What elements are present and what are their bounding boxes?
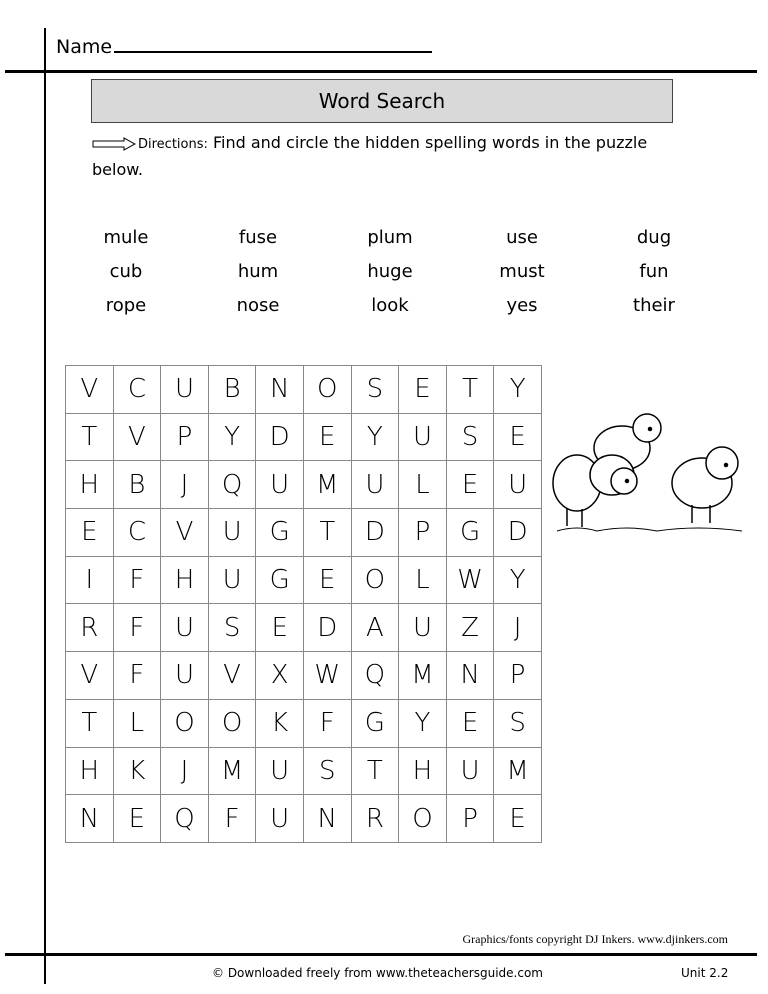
grid-cell[interactable]: O xyxy=(161,700,209,748)
word-list-item: huge xyxy=(367,261,413,282)
grid-cell[interactable]: F xyxy=(114,652,162,700)
grid-cell[interactable]: H xyxy=(161,557,209,605)
word-list xyxy=(60,227,720,316)
grid-cell[interactable]: S xyxy=(494,700,542,748)
grid-cell[interactable]: D xyxy=(304,604,352,652)
grid-cell[interactable]: D xyxy=(494,509,542,557)
grid-cell[interactable]: M xyxy=(209,748,257,796)
word-list-item: yes xyxy=(506,295,538,316)
margin-line xyxy=(44,28,46,984)
grid-cell[interactable]: E xyxy=(114,795,162,843)
grid-cell[interactable]: J xyxy=(161,748,209,796)
word-list-item: rope xyxy=(105,295,147,316)
grid-cell[interactable]: O xyxy=(352,557,400,605)
grid-cell[interactable]: E xyxy=(304,414,352,462)
grid-cell[interactable]: G xyxy=(447,509,495,557)
grid-cell[interactable]: U xyxy=(209,509,257,557)
grid-cell[interactable]: K xyxy=(114,748,162,796)
copyright-text: Graphics/fonts copyright DJ Inkers. www.djinkers.com xyxy=(462,932,728,946)
footer-divider xyxy=(5,953,757,956)
name-blank-line[interactable] xyxy=(114,33,432,53)
grid-cell[interactable]: L xyxy=(399,461,447,509)
grid-cell[interactable]: U xyxy=(161,604,209,652)
grid-cell[interactable]: V xyxy=(209,652,257,700)
grid-cell[interactable]: Q xyxy=(352,652,400,700)
grid-cell[interactable]: S xyxy=(304,748,352,796)
word-list-item: fuse xyxy=(238,227,278,248)
grid-cell[interactable]: E xyxy=(447,461,495,509)
word-list-item: fun xyxy=(639,261,669,282)
word-list-item: cub xyxy=(109,261,143,282)
grid-cell[interactable]: Q xyxy=(161,795,209,843)
grid-cell[interactable]: G xyxy=(256,557,304,605)
grid-cell[interactable]: N xyxy=(256,366,304,414)
grid-cell[interactable]: Y xyxy=(209,414,257,462)
grid-cell[interactable]: S xyxy=(447,414,495,462)
grid-cell[interactable]: R xyxy=(66,604,114,652)
grid-cell[interactable]: N xyxy=(66,795,114,843)
word-list-item: plum xyxy=(367,227,413,248)
grid-cell[interactable]: V xyxy=(66,366,114,414)
word-list-item: their xyxy=(633,295,675,316)
grid-cell[interactable]: E xyxy=(256,604,304,652)
grid-cell[interactable]: H xyxy=(66,461,114,509)
grid-cell[interactable]: E xyxy=(494,414,542,462)
grid-cell[interactable]: E xyxy=(399,366,447,414)
grid-cell[interactable]: F xyxy=(209,795,257,843)
grid-cell[interactable]: E xyxy=(447,700,495,748)
grid-cell[interactable]: S xyxy=(352,366,400,414)
word-search-grid xyxy=(65,365,542,843)
word-list-item: look xyxy=(371,295,409,316)
grid-cell[interactable]: P xyxy=(447,795,495,843)
word-list-item: hum xyxy=(237,261,279,282)
grid-cell[interactable]: U xyxy=(256,795,304,843)
directions-label: Directions: xyxy=(138,137,208,152)
grid-cell[interactable]: B xyxy=(209,366,257,414)
grid-cell[interactable]: O xyxy=(209,700,257,748)
grid-cell[interactable]: S xyxy=(209,604,257,652)
grid-cell[interactable]: U xyxy=(494,461,542,509)
arrow-right-icon xyxy=(92,137,136,151)
grid-cell[interactable]: H xyxy=(399,748,447,796)
grid-cell[interactable]: M xyxy=(494,748,542,796)
grid-cell[interactable]: W xyxy=(447,557,495,605)
grid-cell[interactable]: E xyxy=(494,795,542,843)
grid-cell[interactable]: O xyxy=(304,366,352,414)
grid-cell[interactable]: U xyxy=(161,652,209,700)
grid-cell[interactable]: T xyxy=(447,366,495,414)
grid-cell[interactable]: Y xyxy=(399,700,447,748)
grid-cell[interactable]: V xyxy=(66,652,114,700)
grid-cell[interactable]: E xyxy=(66,509,114,557)
grid-cell[interactable]: P xyxy=(494,652,542,700)
grid-cell[interactable]: E xyxy=(304,557,352,605)
grid-cell[interactable]: I xyxy=(66,557,114,605)
grid-cell[interactable]: R xyxy=(352,795,400,843)
word-list-item: must xyxy=(499,261,545,282)
grid-cell[interactable]: N xyxy=(447,652,495,700)
grid-cell[interactable]: Y xyxy=(352,414,400,462)
grid-cell[interactable]: X xyxy=(256,652,304,700)
grid-cell[interactable]: J xyxy=(161,461,209,509)
grid-cell[interactable]: Y xyxy=(494,557,542,605)
grid-cell[interactable]: K xyxy=(256,700,304,748)
grid-cell[interactable]: D xyxy=(256,414,304,462)
grid-cell[interactable]: H xyxy=(66,748,114,796)
grid-cell[interactable]: T xyxy=(352,748,400,796)
unit-label: Unit 2.2 xyxy=(681,966,729,980)
grid-cell[interactable]: U xyxy=(399,604,447,652)
grid-cell[interactable]: N xyxy=(304,795,352,843)
grid-cell[interactable]: U xyxy=(209,557,257,605)
grid-cell[interactable]: G xyxy=(256,509,304,557)
grid-cell[interactable]: U xyxy=(256,748,304,796)
directions xyxy=(92,130,682,182)
word-list-item: dug xyxy=(636,227,672,248)
grid-cell[interactable]: V xyxy=(161,509,209,557)
grid-cell[interactable]: A xyxy=(352,604,400,652)
grid-cell[interactable]: J xyxy=(494,604,542,652)
sheep-illustration xyxy=(552,403,747,538)
grid-cell[interactable]: O xyxy=(399,795,447,843)
word-list-item: mule xyxy=(103,227,149,248)
grid-cell[interactable]: L xyxy=(114,700,162,748)
worksheet-title: Word Search xyxy=(91,79,673,123)
grid-cell[interactable]: U xyxy=(161,366,209,414)
directions-text: Find and circle the hidden spelling words in the puzzle below. xyxy=(92,133,648,179)
grid-cell[interactable]: F xyxy=(114,604,162,652)
name-label: Name xyxy=(56,36,113,58)
grid-cell[interactable]: U xyxy=(447,748,495,796)
grid-cell[interactable]: B xyxy=(114,461,162,509)
grid-cell[interactable]: W xyxy=(304,652,352,700)
grid-cell[interactable]: F xyxy=(114,557,162,605)
grid-cell[interactable]: U xyxy=(256,461,304,509)
name-field[interactable] xyxy=(56,33,432,58)
grid-cell[interactable]: Q xyxy=(209,461,257,509)
grid-cell[interactable]: Y xyxy=(494,366,542,414)
grid-cell[interactable]: L xyxy=(399,557,447,605)
grid-cell[interactable]: V xyxy=(114,414,162,462)
grid-cell[interactable]: T xyxy=(66,700,114,748)
grid-cell[interactable]: U xyxy=(399,414,447,462)
grid-cell[interactable]: T xyxy=(66,414,114,462)
grid-cell[interactable]: P xyxy=(161,414,209,462)
grid-cell[interactable]: P xyxy=(399,509,447,557)
header-divider xyxy=(5,70,757,73)
grid-cell[interactable]: U xyxy=(352,461,400,509)
grid-cell[interactable]: M xyxy=(304,461,352,509)
grid-cell[interactable]: C xyxy=(114,509,162,557)
word-list-item: use xyxy=(506,227,538,248)
grid-cell[interactable]: G xyxy=(352,700,400,748)
grid-cell[interactable]: M xyxy=(399,652,447,700)
download-credit: © Downloaded freely from www.theteachersguide.com xyxy=(212,966,543,980)
grid-cell[interactable]: C xyxy=(114,366,162,414)
word-list-item: nose xyxy=(236,295,280,316)
grid-cell[interactable]: Z xyxy=(447,604,495,652)
grid-cell[interactable]: T xyxy=(304,509,352,557)
grid-cell[interactable]: F xyxy=(304,700,352,748)
grid-cell[interactable]: D xyxy=(352,509,400,557)
